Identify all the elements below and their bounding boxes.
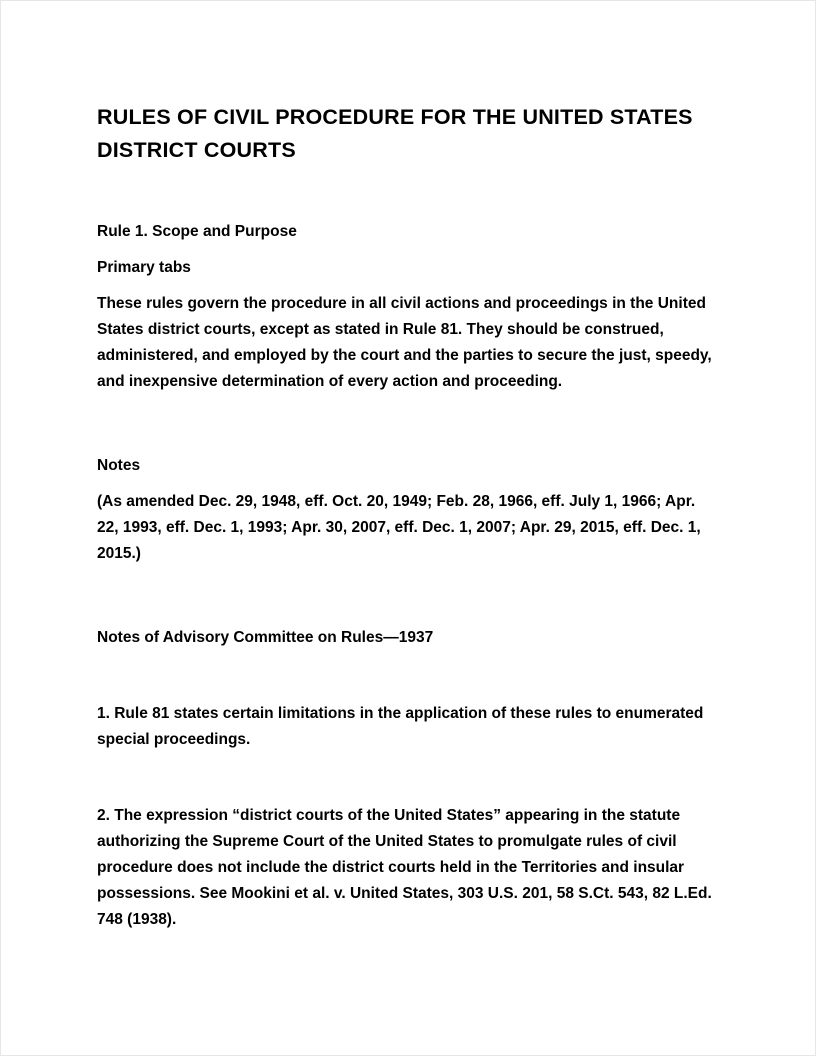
section-gap xyxy=(97,763,719,803)
notes-heading: Notes xyxy=(97,457,141,474)
advisory-committee-heading: Notes of Advisory Committee on Rules—1937 xyxy=(97,629,434,646)
advisory-note-1: 1. Rule 81 states certain limitations in the application of these rules to enumerated special proceedings. xyxy=(97,705,704,748)
primary-tabs-label: Primary tabs xyxy=(97,259,191,276)
section-gap xyxy=(97,577,719,625)
rule-1-heading: Rule 1. Scope and Purpose xyxy=(97,223,297,240)
rule-1-text: These rules govern the procedure in all civil actions and proceedings in the United States district courts, except as stated in Rule 81. They should be construed, administered, and employed by the court and the parties to secure the just, speedy, and inexpensive determination of every action and proceeding. xyxy=(97,295,712,390)
section-gap xyxy=(97,661,719,701)
document-title: RULES OF CIVIL PROCEDURE FOR THE UNITED STATES DISTRICT COURTS xyxy=(97,105,693,162)
amendment-history: (As amended Dec. 29, 1948, eff. Oct. 20, 1949; Feb. 28, 1966, eff. July 1, 1966; Apr. 22, 1993, eff. Dec. 1, 1993; Apr. 30, 2007, eff. Dec. 1, 2007; Apr. 29, 2015, eff. Dec. 1, 2015.) xyxy=(97,493,701,562)
advisory-note-2: 2. The expression “district courts of the United States” appearing in the statute authorizing the Supreme Court of the United States to promulgate rules of civil procedure does not include the district courts held in the Territories and insular possessions. See Mookini et al. v. United States, 303 U.S. 201, 58 S.Ct. 543, 82 L.Ed. 748 (1938). xyxy=(97,807,712,928)
section-gap xyxy=(97,405,719,453)
